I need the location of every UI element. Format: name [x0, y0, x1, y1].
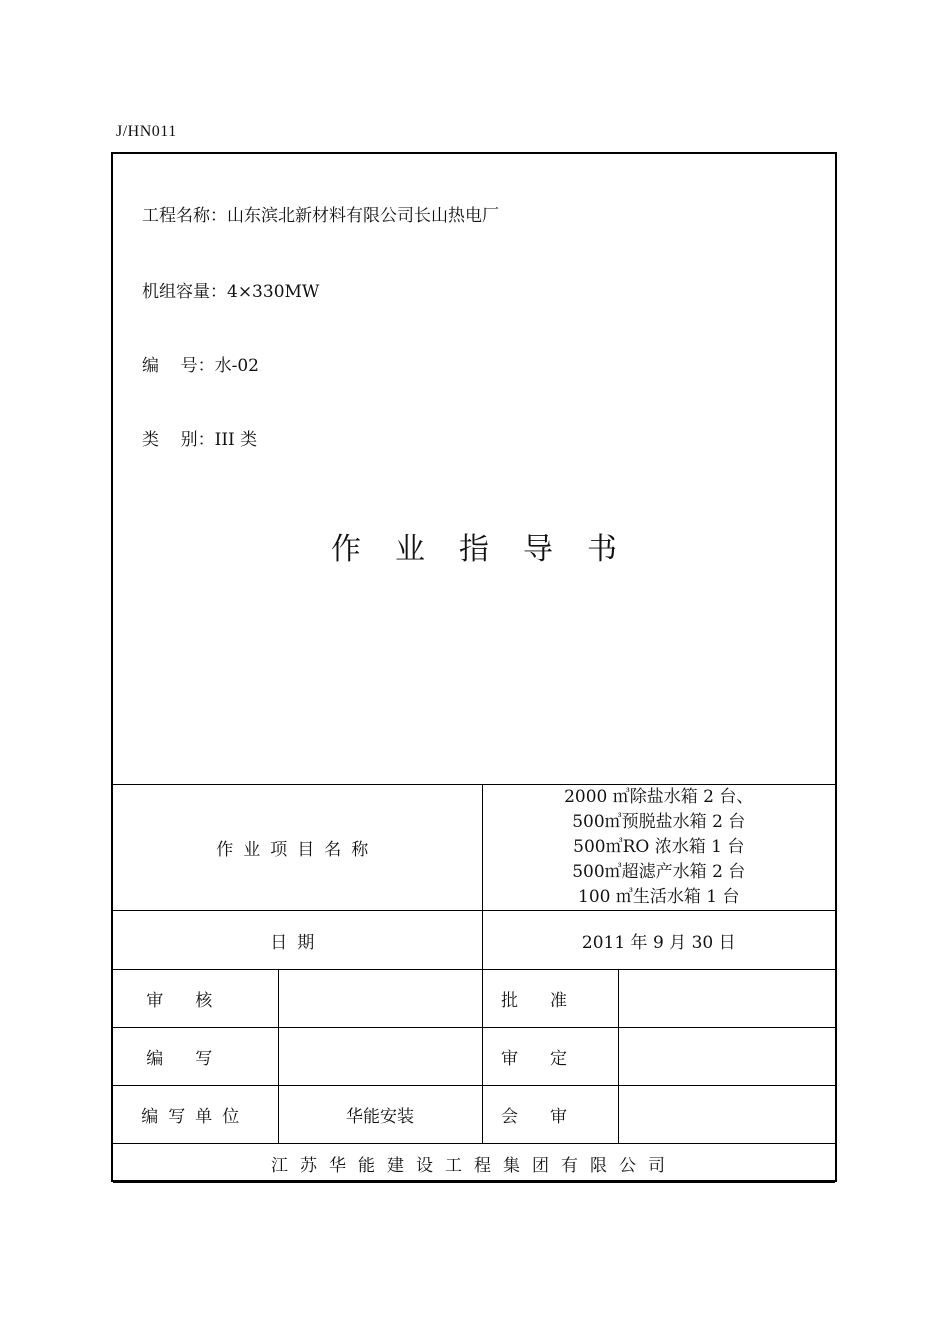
project-name-label: 工程名称：: [142, 206, 227, 226]
countersign-label: 会审: [482, 1086, 618, 1144]
project-name-value: 山东滨北新材料有限公司长山热电厂: [227, 206, 499, 226]
number-field: [142, 351, 259, 376]
write-row: [113, 1028, 835, 1086]
document-code: J/HN011: [116, 123, 177, 140]
capacity-value: 4×330MW: [227, 282, 320, 302]
finalize-value: [618, 1028, 835, 1086]
approve-label: 批准: [482, 970, 618, 1028]
project-name-field: [142, 201, 499, 226]
write-label: 编写: [113, 1028, 278, 1086]
page-title: 作业指导书: [331, 532, 651, 567]
project-item-line: 500㎥超滤产水箱 2 台: [572, 862, 746, 882]
cover-header: [113, 154, 835, 784]
unit-value: 华能安装: [278, 1086, 482, 1144]
project-item-value: [482, 785, 835, 911]
info-table: [113, 784, 835, 1183]
capacity-field: [142, 277, 319, 302]
project-item-row: [113, 785, 835, 911]
category-label: 类 别：: [142, 430, 215, 450]
review-label: 审核: [113, 970, 278, 1028]
company-row: [113, 1144, 835, 1183]
category-value: III 类: [214, 430, 258, 450]
review-row: [113, 970, 835, 1028]
write-value: [278, 1028, 482, 1086]
cover-frame: [111, 152, 837, 1182]
number-label: 编 号：: [142, 356, 215, 376]
unit-row: [113, 1086, 835, 1144]
finalize-label: 审定: [482, 1028, 618, 1086]
project-item-line: 500㎥预脱盐水箱 2 台: [572, 812, 746, 832]
project-item-line: 100 ㎥生活水箱 1 台: [578, 887, 740, 907]
category-field: [142, 425, 257, 450]
project-item-label: 作业项目名称: [113, 785, 482, 911]
date-value: 2011 年 9 月 30 日: [482, 911, 835, 970]
unit-label: 编写单位: [113, 1086, 278, 1144]
approve-value: [618, 970, 835, 1028]
countersign-value: [618, 1086, 835, 1144]
date-row: [113, 911, 835, 970]
review-value: [278, 970, 482, 1028]
project-item-line: 2000 ㎥除盐水箱 2 台、: [564, 787, 754, 807]
number-value: 水-02: [214, 356, 260, 376]
date-label: 日期: [113, 911, 482, 970]
project-item-line: 500㎥RO 浓水箱 1 台: [573, 837, 745, 857]
company-name: 江苏华能建设工程集团有限公司: [113, 1144, 835, 1183]
capacity-label: 机组容量：: [142, 282, 227, 302]
